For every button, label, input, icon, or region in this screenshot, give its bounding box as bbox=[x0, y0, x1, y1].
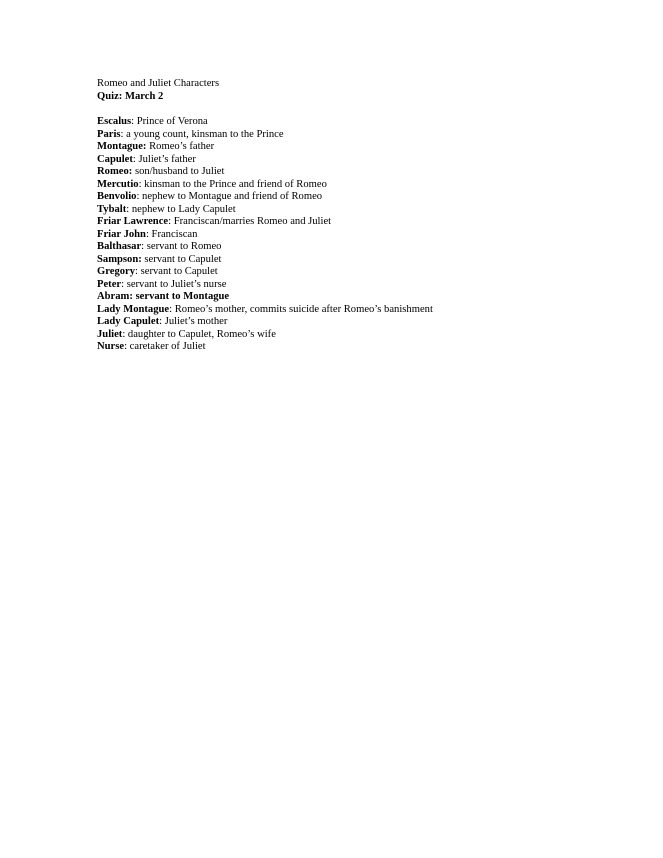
character-row bbox=[97, 166, 597, 179]
character-name: Nurse bbox=[97, 341, 125, 352]
character-name: Mercutio bbox=[97, 178, 139, 190]
character-separator: : bbox=[131, 116, 137, 127]
character-separator: : bbox=[129, 291, 136, 302]
character-separator: : bbox=[168, 216, 174, 227]
character-name: Tybalt bbox=[97, 203, 127, 215]
character-row bbox=[97, 304, 597, 317]
character-separator: : bbox=[132, 153, 139, 165]
character-row bbox=[97, 329, 597, 342]
character-row bbox=[97, 204, 597, 217]
character-name: Juliet bbox=[97, 328, 123, 340]
character-row bbox=[97, 116, 597, 129]
character-name: Gregory bbox=[97, 266, 136, 277]
character-separator: : bbox=[141, 241, 147, 252]
character-description: Juliet’s mother bbox=[164, 316, 228, 327]
character-row bbox=[97, 129, 597, 142]
character-separator: : bbox=[136, 191, 143, 202]
character-separator: : bbox=[169, 303, 175, 315]
character-description: a young count, kinsman to the Prince bbox=[126, 128, 284, 140]
character-separator: : bbox=[121, 278, 127, 290]
character-description: son/husband to Juliet bbox=[134, 166, 225, 177]
character-description: Romeo’s father bbox=[149, 141, 215, 152]
character-name: Romeo: bbox=[97, 166, 133, 177]
character-description: daughter to Capulet, Romeo’s wife bbox=[127, 328, 276, 340]
character-name: Balthasar bbox=[97, 241, 142, 252]
character-name: Lady Capulet bbox=[97, 316, 160, 327]
character-row bbox=[97, 216, 597, 229]
character-separator: : bbox=[145, 228, 152, 240]
character-description: Prince of Verona bbox=[136, 116, 208, 127]
character-row bbox=[97, 279, 597, 292]
character-name: Capulet bbox=[97, 153, 133, 165]
character-row bbox=[97, 141, 597, 154]
character-row bbox=[97, 254, 597, 267]
character-list bbox=[97, 116, 597, 354]
character-name: Benvolio bbox=[97, 191, 137, 202]
character-name: Escalus bbox=[97, 116, 132, 127]
character-separator: : bbox=[126, 203, 132, 215]
character-row bbox=[97, 154, 597, 167]
character-row bbox=[97, 341, 597, 354]
character-description: Romeo’s mother, commits suicide after Romeo’s banishment bbox=[174, 303, 433, 315]
document-content bbox=[97, 78, 597, 354]
character-description: Juliet’s father bbox=[138, 153, 196, 165]
character-name: Peter bbox=[97, 278, 122, 290]
character-separator: : bbox=[159, 316, 165, 327]
quiz-date-heading: Quiz: March 2 bbox=[97, 90, 164, 102]
character-description: servant to Capulet bbox=[140, 266, 218, 277]
character-description: nephew to Lady Capulet bbox=[131, 203, 236, 215]
character-row bbox=[97, 179, 597, 192]
character-description: servant to Juliet’s nurse bbox=[126, 278, 227, 290]
character-description: kinsman to the Prince and friend of Romeo bbox=[144, 178, 327, 190]
spacer bbox=[97, 103, 597, 116]
character-separator: : bbox=[124, 341, 130, 352]
character-description: servant to Romeo bbox=[146, 241, 222, 252]
character-row bbox=[97, 229, 597, 242]
character-separator: : bbox=[122, 328, 128, 340]
character-description: Franciscan/marries Romeo and Juliet bbox=[173, 216, 332, 227]
character-description: Franciscan bbox=[151, 228, 198, 240]
character-name: Friar John bbox=[97, 228, 146, 240]
character-name: Lady Montague bbox=[97, 303, 170, 315]
character-name: Sampson: bbox=[97, 253, 142, 265]
character-description: servant to Montague bbox=[135, 291, 230, 302]
character-description: servant to Capulet bbox=[144, 253, 222, 265]
character-name: Montague: bbox=[97, 141, 147, 152]
document-title: Romeo and Juliet Characters bbox=[97, 78, 220, 89]
character-row bbox=[97, 241, 597, 254]
character-separator: : bbox=[135, 266, 141, 277]
character-separator: : bbox=[120, 128, 127, 140]
character-name: Friar Lawrence bbox=[97, 216, 169, 227]
character-row bbox=[97, 291, 597, 304]
character-row bbox=[97, 266, 597, 279]
character-name: Paris bbox=[97, 128, 121, 140]
character-name: Abram bbox=[97, 291, 130, 302]
character-row bbox=[97, 316, 597, 329]
character-description: caretaker of Juliet bbox=[129, 341, 206, 352]
character-description: nephew to Montague and friend of Romeo bbox=[142, 191, 323, 202]
character-row bbox=[97, 191, 597, 204]
character-separator: : bbox=[138, 178, 145, 190]
